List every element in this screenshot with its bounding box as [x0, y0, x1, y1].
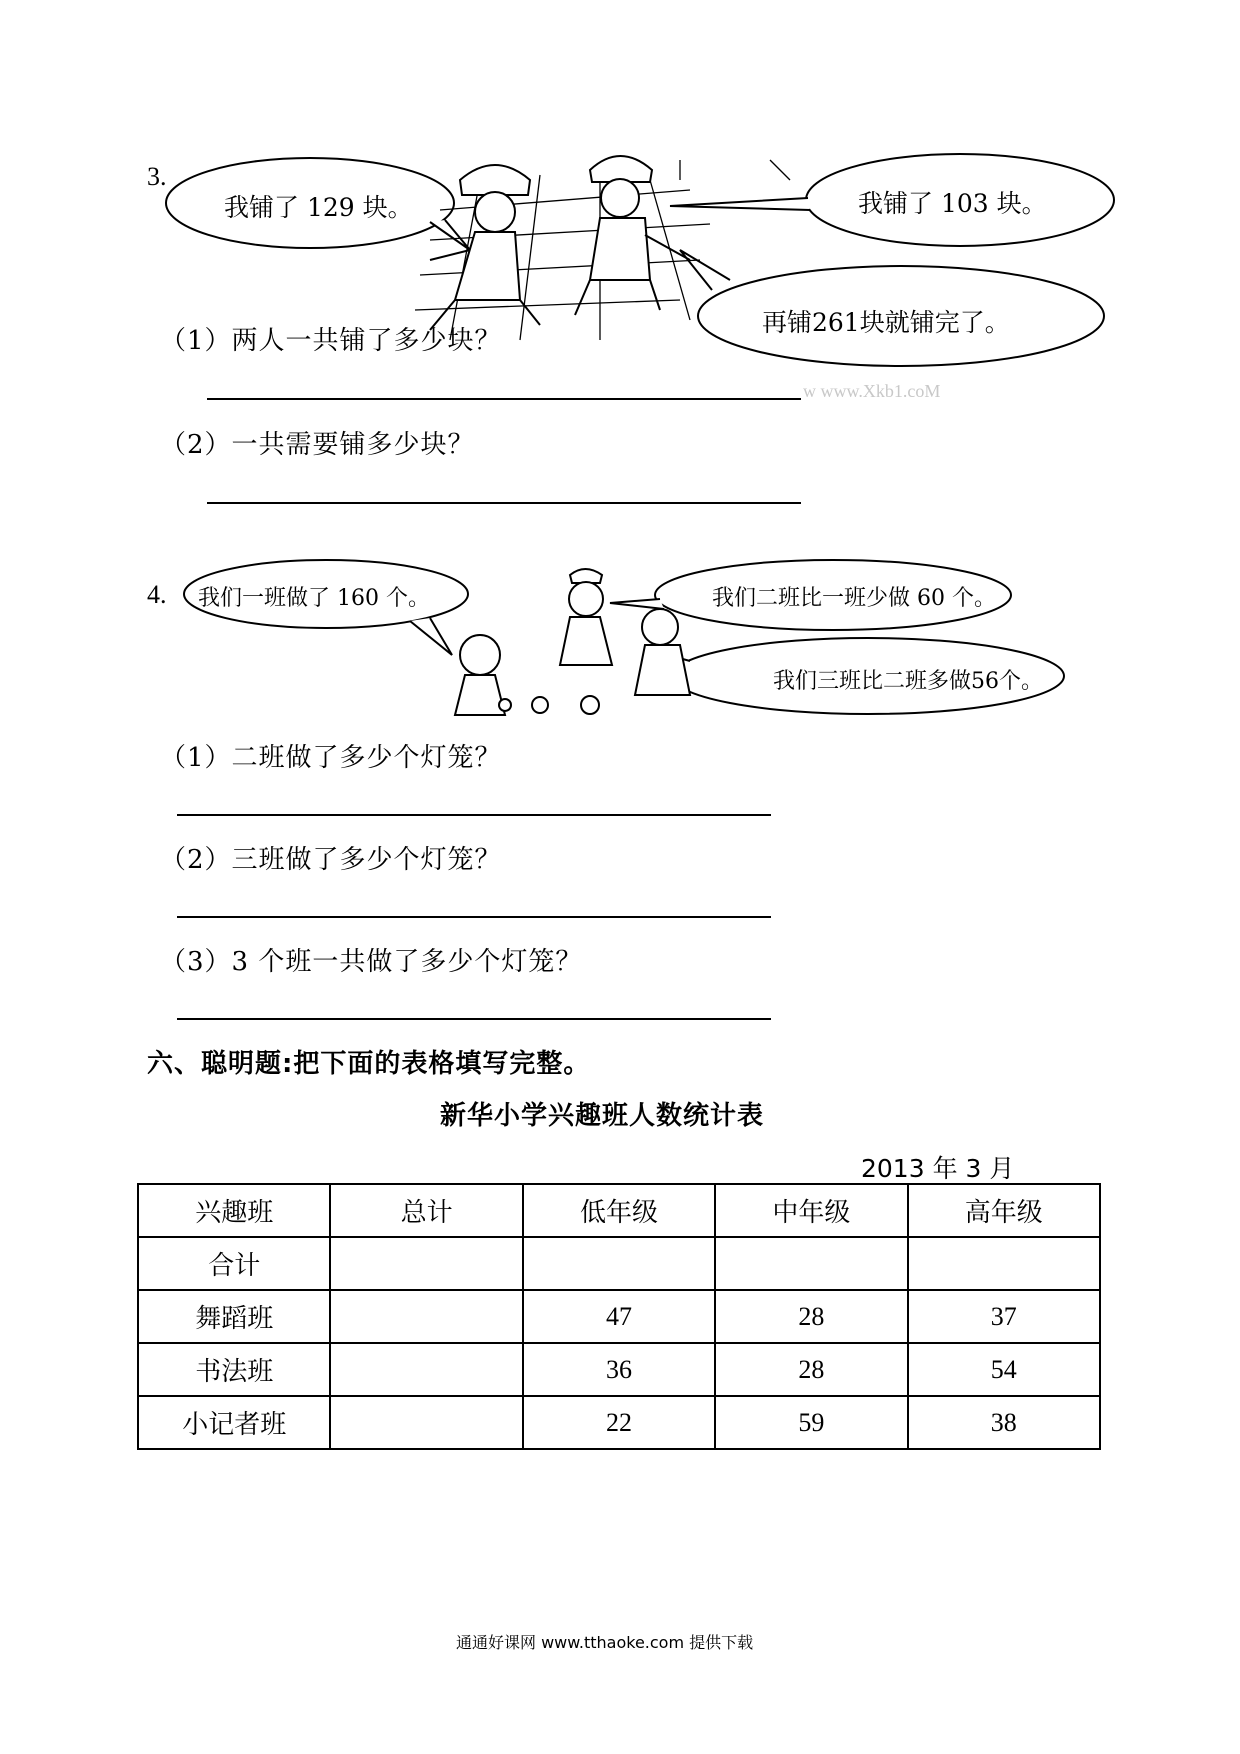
row-label-cell: 舞蹈班 — [138, 1290, 330, 1343]
header-cell: 高年级 — [908, 1184, 1100, 1237]
q4-part1-answer-line[interactable] — [177, 814, 771, 816]
q3-part2-answer-line[interactable] — [207, 502, 801, 504]
q3-part1-answer-line[interactable] — [207, 398, 801, 400]
q4-bubble-top-right-text: 我们二班比一班少做 60 个。 — [712, 586, 996, 611]
value-cell: 28 — [715, 1343, 907, 1396]
value-cell: 36 — [523, 1343, 715, 1396]
q4-part3-text: （3）3 个班一共做了多少个灯笼？ — [160, 947, 583, 977]
stats-table — [137, 1183, 1101, 1450]
q4-bubble-bottom-right-text: 我们三班比二班多做56个。 — [773, 669, 1043, 694]
row-label-cell: 书法班 — [138, 1343, 330, 1396]
question-3-number: 3. — [147, 162, 167, 191]
q4-illustration — [0, 555, 1240, 725]
table-row — [138, 1396, 1100, 1449]
q3-part1-text: （1）两人一共铺了多少块？ — [160, 326, 502, 356]
q4-part3-answer-line[interactable] — [177, 1018, 771, 1020]
value-cell: 38 — [908, 1396, 1100, 1449]
value-cell: 22 — [523, 1396, 715, 1449]
header-cell: 总计 — [330, 1184, 522, 1237]
value-cell: 47 — [523, 1290, 715, 1343]
header-cell: 兴趣班 — [138, 1184, 330, 1237]
row-label-cell: 小记者班 — [138, 1396, 330, 1449]
fill-in-cell[interactable] — [330, 1396, 522, 1449]
table-header-row — [138, 1184, 1100, 1237]
table-row — [138, 1237, 1100, 1290]
fill-in-cell[interactable] — [715, 1237, 907, 1290]
table-row — [138, 1290, 1100, 1343]
value-cell: 59 — [715, 1396, 907, 1449]
footer-text: 通通好课网 www.tthaoke.com 提供下载 — [456, 1633, 754, 1652]
value-cell: 37 — [908, 1290, 1100, 1343]
section-6-title: 六、聪明题:把下面的表格填写完整。 — [147, 1049, 591, 1079]
header-cell: 中年级 — [715, 1184, 907, 1237]
value-cell: 28 — [715, 1290, 907, 1343]
value-cell: 54 — [908, 1343, 1100, 1396]
q4-part2-answer-line[interactable] — [177, 916, 771, 918]
fill-in-cell[interactable] — [330, 1290, 522, 1343]
q4-part1-text: （1）二班做了多少个灯笼？ — [160, 743, 502, 773]
q4-part2-text: （2）三班做了多少个灯笼？ — [160, 845, 502, 875]
table-date: 2013 年 3 月 — [861, 1154, 1015, 1183]
fill-in-cell[interactable] — [330, 1237, 522, 1290]
table-row — [138, 1343, 1100, 1396]
q3-bubble-right-text: 我铺了 103 块。 — [858, 189, 1047, 218]
fill-in-cell[interactable] — [523, 1237, 715, 1290]
header-cell: 低年级 — [523, 1184, 715, 1237]
fill-in-cell[interactable] — [330, 1343, 522, 1396]
q4-bubble-left-text: 我们一班做了 160 个。 — [198, 586, 430, 611]
row-label-cell: 合计 — [138, 1237, 330, 1290]
question-4-number: 4. — [147, 580, 167, 609]
q3-part2-text: （2）一共需要铺多少块？ — [160, 430, 475, 460]
q3-bubble-left-text: 我铺了 129 块。 — [224, 193, 413, 222]
fill-in-cell[interactable] — [908, 1237, 1100, 1290]
watermark-text: w www.Xkb1.coM — [803, 381, 941, 401]
table-title: 新华小学兴趣班人数统计表 — [440, 1101, 765, 1131]
q3-bubble-bottom-text: 再铺261块就铺完了。 — [762, 308, 1010, 337]
